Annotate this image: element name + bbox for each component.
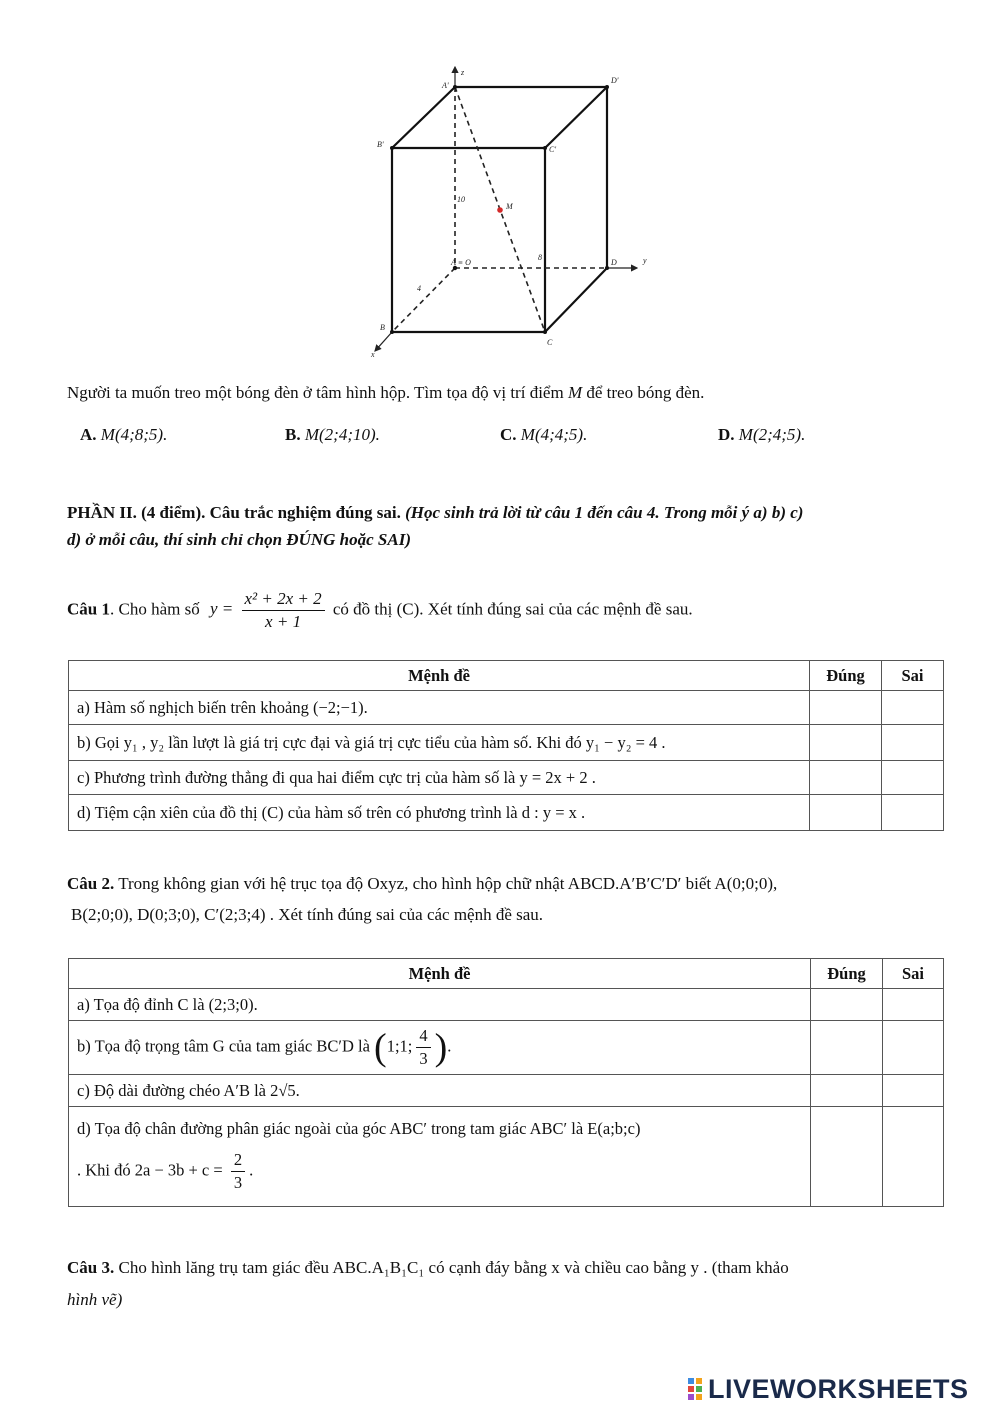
- label-c: C: [547, 338, 553, 347]
- label-ten: 10: [457, 195, 465, 204]
- header-dung: Đúng: [811, 959, 883, 989]
- answer-true-b[interactable]: [810, 725, 882, 761]
- cau2-statement-line1: Câu 2. Trong không gian với hệ trục tọa độ Oxyz, cho hình hộp chữ nhật ABCD.A′B′C′D′ biết A(0;0;0),: [67, 874, 778, 893]
- point-m: [497, 207, 503, 213]
- label-four: 4: [417, 284, 421, 293]
- label-c-prime: C': [549, 145, 557, 154]
- liveworksheets-logo: LIVEWORKSHEETS: [688, 1374, 988, 1404]
- table-row: d) Tọa độ chân đường phân giác ngoài của góc ABC′ trong tam giác ABC′ là E(a;b;c) . Khi đó 2a − 3b + c = $\frac{2}{3}$ .: [69, 1107, 811, 1207]
- option-b[interactable]: B. M(2;4;10).: [285, 425, 380, 444]
- label-eight: 8: [538, 253, 542, 262]
- header-sai: Sai: [883, 959, 944, 989]
- label-d: D: [611, 258, 617, 267]
- option-d[interactable]: D. M(2;4;5).: [718, 425, 806, 444]
- table-row: b) Tọa độ trọng tâm G của tam giác BC′D là (1;1; $\frac{4}{3}$ ).: [69, 1021, 811, 1075]
- answer-true-d[interactable]: [811, 1107, 883, 1207]
- answer-false-a[interactable]: [882, 691, 944, 725]
- answer-false-c[interactable]: [882, 761, 944, 795]
- option-a[interactable]: A. M(4;8;5).: [80, 425, 168, 444]
- label-x: x: [371, 350, 375, 359]
- cau1-statement: Câu 1. Cho hàm số y = $\frac{\text{x² + 2x + 2}}{x + 1}$ có đồ thị (C). Xét tính đúng sai của các mệnh đề sau.: [67, 589, 693, 631]
- answer-false-d[interactable]: [882, 795, 944, 831]
- answer-false-a[interactable]: [883, 989, 944, 1021]
- part2-heading-line2: d) ở mỗi câu, thí sinh chỉ chọn ĐÚNG hoặc SAI): [67, 530, 411, 549]
- question-tail: để treo bóng đèn.: [586, 383, 705, 402]
- table-row: a) Hàm số nghịch biến trên khoảng (−2;−1).: [69, 691, 810, 725]
- header-menh-de: Mệnh đề: [69, 959, 811, 989]
- part2-heading: PHẦN II. (4 điểm). Câu trắc nghiệm đúng sai. (Học sinh trả lời từ câu 1 đến câu 4. Trong mỗi ý a) b) c): [67, 503, 804, 522]
- label-y: y: [643, 256, 647, 265]
- table-row: c) Độ dài đường chéo A′B là 2√5.: [69, 1075, 811, 1107]
- answer-false-b[interactable]: [882, 725, 944, 761]
- box-figure: [355, 55, 655, 365]
- cau1-fraction: $\frac{\text{x² + 2x + 2}}{x + 1}$: [242, 588, 325, 633]
- answer-false-b[interactable]: [883, 1021, 944, 1075]
- cau3-statement-line1: Câu 3. Cho hình lăng trụ tam giác đều ABC.A₁B₁C₁ có cạnh đáy bằng x và chiều cao bằng y . (tham khảo: [67, 1258, 789, 1277]
- answer-true-c[interactable]: [811, 1075, 883, 1107]
- question-text: [67, 383, 704, 403]
- header-menh-de: Mệnh đề: [69, 661, 810, 691]
- cau2-statement-line2: B(2;0;0), D(0;3;0), C′(2;3;4) . Xét tính đúng sai của các mệnh đề sau.: [71, 905, 544, 924]
- question-var: M: [567, 383, 583, 402]
- table-row: d) Tiệm cận xiên của đồ thị (C) của hàm số trên có phương trình là d : y = x .: [69, 795, 810, 831]
- label-b-prime: B': [377, 140, 384, 149]
- question-intro: Người ta muốn treo một bóng đèn ở tâm hình hộp. Tìm tọa độ vị trí điểm: [67, 383, 564, 402]
- option-c[interactable]: C. M(4;4;5).: [500, 425, 588, 444]
- table-row: a) Tọa độ đỉnh C là (2;3;0).: [69, 989, 811, 1021]
- answer-true-a[interactable]: [810, 691, 882, 725]
- answer-false-c[interactable]: [883, 1075, 944, 1107]
- label-z: z: [461, 68, 465, 77]
- label-d-prime: D': [611, 76, 619, 85]
- header-sai: Sai: [882, 661, 944, 691]
- answer-true-a[interactable]: [811, 989, 883, 1021]
- label-m: M: [506, 202, 513, 211]
- table-row: c) Phương trình đường thẳng đi qua hai điểm cực trị của hàm số là y = 2x + 2 .: [69, 761, 810, 795]
- x-axis: [375, 332, 392, 351]
- cau3-statement-line2: hình vẽ): [67, 1290, 123, 1309]
- label-a-prime: A': [442, 81, 449, 90]
- cau2-table: [68, 958, 944, 1207]
- answer-false-d[interactable]: [883, 1107, 944, 1207]
- cau1-table: [68, 660, 944, 831]
- label-b: B: [380, 323, 385, 332]
- header-dung: Đúng: [810, 661, 882, 691]
- table-row: b) Gọi y₁ , y₂ lần lượt là giá trị cực đại và giá trị cực tiểu của hàm số. Khi đó y₁ − y₂ = 4 .: [69, 725, 810, 761]
- answer-true-d[interactable]: [810, 795, 882, 831]
- answer-true-b[interactable]: [811, 1021, 883, 1075]
- answer-true-c[interactable]: [810, 761, 882, 795]
- label-a-o: A ≡ O: [451, 258, 471, 267]
